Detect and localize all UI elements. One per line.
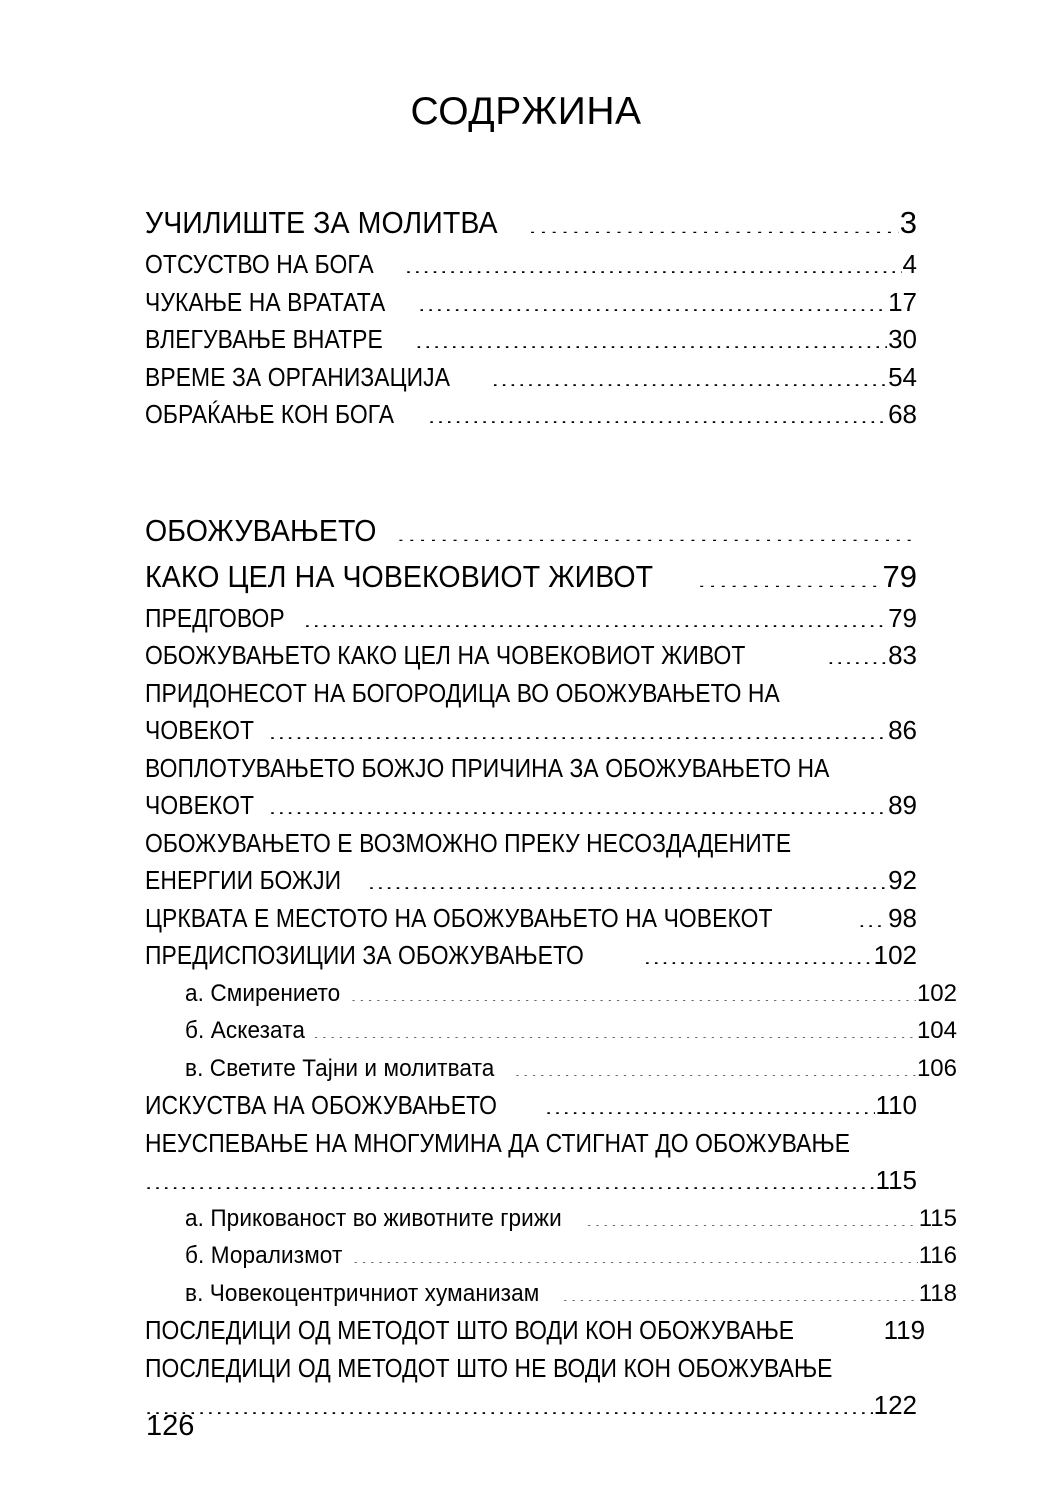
page-number: 126 — [146, 1410, 195, 1442]
toc-entry-label: в. Човекоцентричниот хуманизам — [185, 1279, 540, 1307]
toc-chapter-row[interactable] — [145, 554, 917, 600]
toc-entry-label: ЧОВЕКОТ — [145, 790, 255, 820]
toc-entry-row[interactable] — [145, 246, 917, 284]
toc-subentry-row[interactable] — [145, 1012, 957, 1050]
toc-entry-label: ОБОЖУВАЊЕТО Е ВОЗМОЖНО ПРЕКУ НЕСОЗДАДЕНИТЕ — [145, 827, 792, 858]
dot-leader — [697, 556, 881, 587]
dot-leader — [858, 901, 887, 927]
toc-entry-row[interactable] — [145, 359, 917, 397]
page-title: СОДРЖИНА — [410, 90, 642, 133]
toc-entry-row[interactable] — [145, 675, 917, 713]
toc-entry-page: 79 — [882, 558, 917, 594]
toc-list — [145, 200, 957, 1425]
toc-entry-page: 83 — [888, 640, 917, 670]
dot-leader — [492, 360, 887, 386]
toc-entry-page: 110 — [875, 1090, 917, 1120]
dot-leader — [586, 1202, 918, 1226]
dot-leader — [304, 601, 887, 627]
toc-entry-page: 104 — [916, 1017, 957, 1044]
toc-subentry-row[interactable] — [145, 1200, 957, 1238]
toc-entry-label: УЧИЛИШТЕ ЗА МОЛИТВА — [145, 205, 498, 240]
toc-subentry-row[interactable] — [145, 1275, 957, 1313]
dot-leader — [350, 977, 916, 1001]
toc-entry-page: 17 — [888, 286, 917, 317]
toc-entry-label: ЧОВЕКОТ — [145, 715, 255, 745]
toc-entry-page: 115 — [875, 1165, 917, 1195]
toc-entry-page: 89 — [888, 790, 917, 820]
toc-subentry-row[interactable] — [145, 1237, 957, 1275]
toc-entry-page: 122 — [873, 1390, 917, 1420]
toc-entry-page: 92 — [888, 865, 917, 895]
toc-entry-label: ОТСУСТВО НА БОГА — [145, 249, 374, 279]
dot-leader — [827, 638, 887, 664]
toc-entry-row[interactable] — [145, 712, 917, 750]
dot-leader — [545, 1088, 875, 1114]
toc-entry-label: ПОСЛЕДИЦИ ОД МЕТОДОТ ШТО НЕ ВОДИ КОН ОБОЖУВАЊЕ — [145, 1352, 833, 1383]
toc-entry-row[interactable] — [145, 1087, 917, 1125]
toc-entry-label: ЕНЕРГИИ БОЖЈИ — [145, 865, 342, 895]
toc-entry-row[interactable] — [145, 600, 917, 638]
toc-entry-label: ПРЕДГОВОР — [145, 602, 285, 633]
dot-leader — [145, 1163, 875, 1189]
toc-entry-row[interactable] — [145, 1350, 917, 1388]
dot-leader — [415, 322, 887, 348]
toc-entry-label: НЕУСПЕВАЊЕ НА МНОГУМИНА ДА СТИГНАТ ДО ОБОЖУВАЊЕ — [145, 1127, 851, 1158]
toc-entry-row[interactable] — [145, 1312, 926, 1350]
toc-entry-row[interactable] — [145, 825, 917, 863]
toc-subentry-row[interactable] — [145, 1050, 957, 1088]
toc-entry-label: КАКО ЦЕЛ НА ЧОВЕКОВИОТ ЖИВОТ — [145, 558, 654, 594]
toc-entry-label: ВРЕМЕ ЗА ОРГАНИЗАЦИЈА — [145, 361, 451, 392]
toc-entry-label: ПРИДОНЕСОТ НА БОГОРОДИЦА ВО ОБОЖУВАЊЕТО НА — [145, 677, 780, 708]
toc-entry-row[interactable] — [145, 937, 917, 975]
dot-leader — [418, 285, 887, 311]
toc-entry-label: ПОСЛЕДИЦИ ОД МЕТОДОТ ШТО ВОДИ КОН ОБОЖУВАЊЕ — [145, 1315, 795, 1345]
toc-entry-label: а. Смирението — [185, 979, 341, 1007]
toc-entry-page: 98 — [888, 902, 917, 933]
toc-continuation-row[interactable] — [145, 1387, 917, 1425]
toc-entry-label: ИСКУСТВА НА ОБОЖУВАЊЕТО — [145, 1090, 498, 1120]
toc-entry-label: ЦРКВАТА Е МЕСТОТО НА ОБОЖУВАЊЕТО НА ЧОВЕКОТ — [145, 902, 773, 933]
toc-entry-page: 119 — [883, 1315, 926, 1345]
toc-entry-page: 106 — [916, 1054, 957, 1082]
toc-entry-row[interactable] — [145, 862, 917, 900]
toc-entry-page: 4 — [902, 249, 917, 279]
dot-leader — [405, 247, 902, 273]
toc-entry-label: ОБОЖУВАЊЕТО КАКО ЦЕЛ НА ЧОВЕКОВИОТ ЖИВОТ — [145, 640, 746, 670]
dot-leader — [145, 1388, 873, 1414]
toc-entry-page: 54 — [888, 361, 917, 392]
dot-leader — [269, 713, 887, 739]
toc-continuation-row[interactable] — [145, 1162, 917, 1200]
dot-leader — [514, 1052, 916, 1076]
toc-entry-label: ОБРАЌАЊЕ КОН БОГА — [145, 399, 395, 429]
toc-subentry-row[interactable] — [145, 975, 957, 1013]
toc-entry-page: 102 — [873, 940, 917, 970]
toc-chapter-row[interactable] — [145, 508, 917, 554]
toc-entry-label: ПРЕДИСПОЗИЦИИ ЗА ОБОЖУВАЊЕТО — [145, 940, 584, 970]
toc-entry-row[interactable] — [145, 787, 917, 825]
toc-entry-row[interactable] — [145, 900, 917, 938]
toc-entry-row[interactable] — [145, 284, 917, 322]
dot-leader — [397, 510, 917, 541]
toc-entry-label: в. Светите Тајни и молитвата — [185, 1054, 495, 1082]
toc-entry-page: 102 — [916, 979, 957, 1007]
toc-entry-row[interactable] — [145, 321, 917, 359]
toc-entry-page: 116 — [918, 1242, 957, 1269]
toc-entry-page: 3 — [899, 205, 917, 240]
dot-leader — [428, 397, 887, 423]
toc-entry-label: б. Морализмот — [185, 1242, 343, 1269]
toc-entry-label: ВЛЕГУВАЊЕ ВНАТРЕ — [145, 324, 383, 354]
toc-entry-label: ЧУКАЊЕ НА ВРАТАТА — [145, 286, 386, 317]
toc-entry-label: ВОПЛОТУВАЊЕТО БОЖЈО ПРИЧИНА ЗА ОБОЖУВАЊЕТО НА — [145, 752, 830, 783]
toc-entry-page: 79 — [888, 602, 917, 633]
toc-entry-page: 30 — [888, 324, 917, 354]
toc-entry-page: 118 — [918, 1279, 957, 1307]
toc-entry-page: 68 — [888, 399, 917, 429]
toc-entry-page: 86 — [888, 715, 917, 745]
toc-entry-page: 115 — [918, 1204, 957, 1232]
dot-leader — [644, 938, 873, 964]
section-gap — [145, 471, 917, 508]
dot-leader — [313, 1014, 916, 1038]
dot-leader — [352, 1239, 917, 1263]
dot-leader — [368, 863, 887, 889]
toc-entry-row[interactable] — [145, 396, 917, 434]
toc-entry-row[interactable] — [145, 1125, 917, 1163]
dot-leader — [269, 788, 887, 814]
toc-entry-label: б. Аскезата — [185, 1017, 306, 1044]
toc-chapter-row[interactable] — [145, 200, 917, 246]
toc-entry-row[interactable] — [145, 750, 917, 788]
dot-leader — [528, 202, 898, 233]
dot-leader — [562, 1277, 918, 1301]
toc-entry-label: а. Прикованост во животните грижи — [185, 1204, 562, 1232]
section-gap — [145, 434, 917, 471]
toc-entry-label: ОБОЖУВАЊЕТО — [145, 512, 377, 548]
toc-entry-row[interactable] — [145, 637, 917, 675]
